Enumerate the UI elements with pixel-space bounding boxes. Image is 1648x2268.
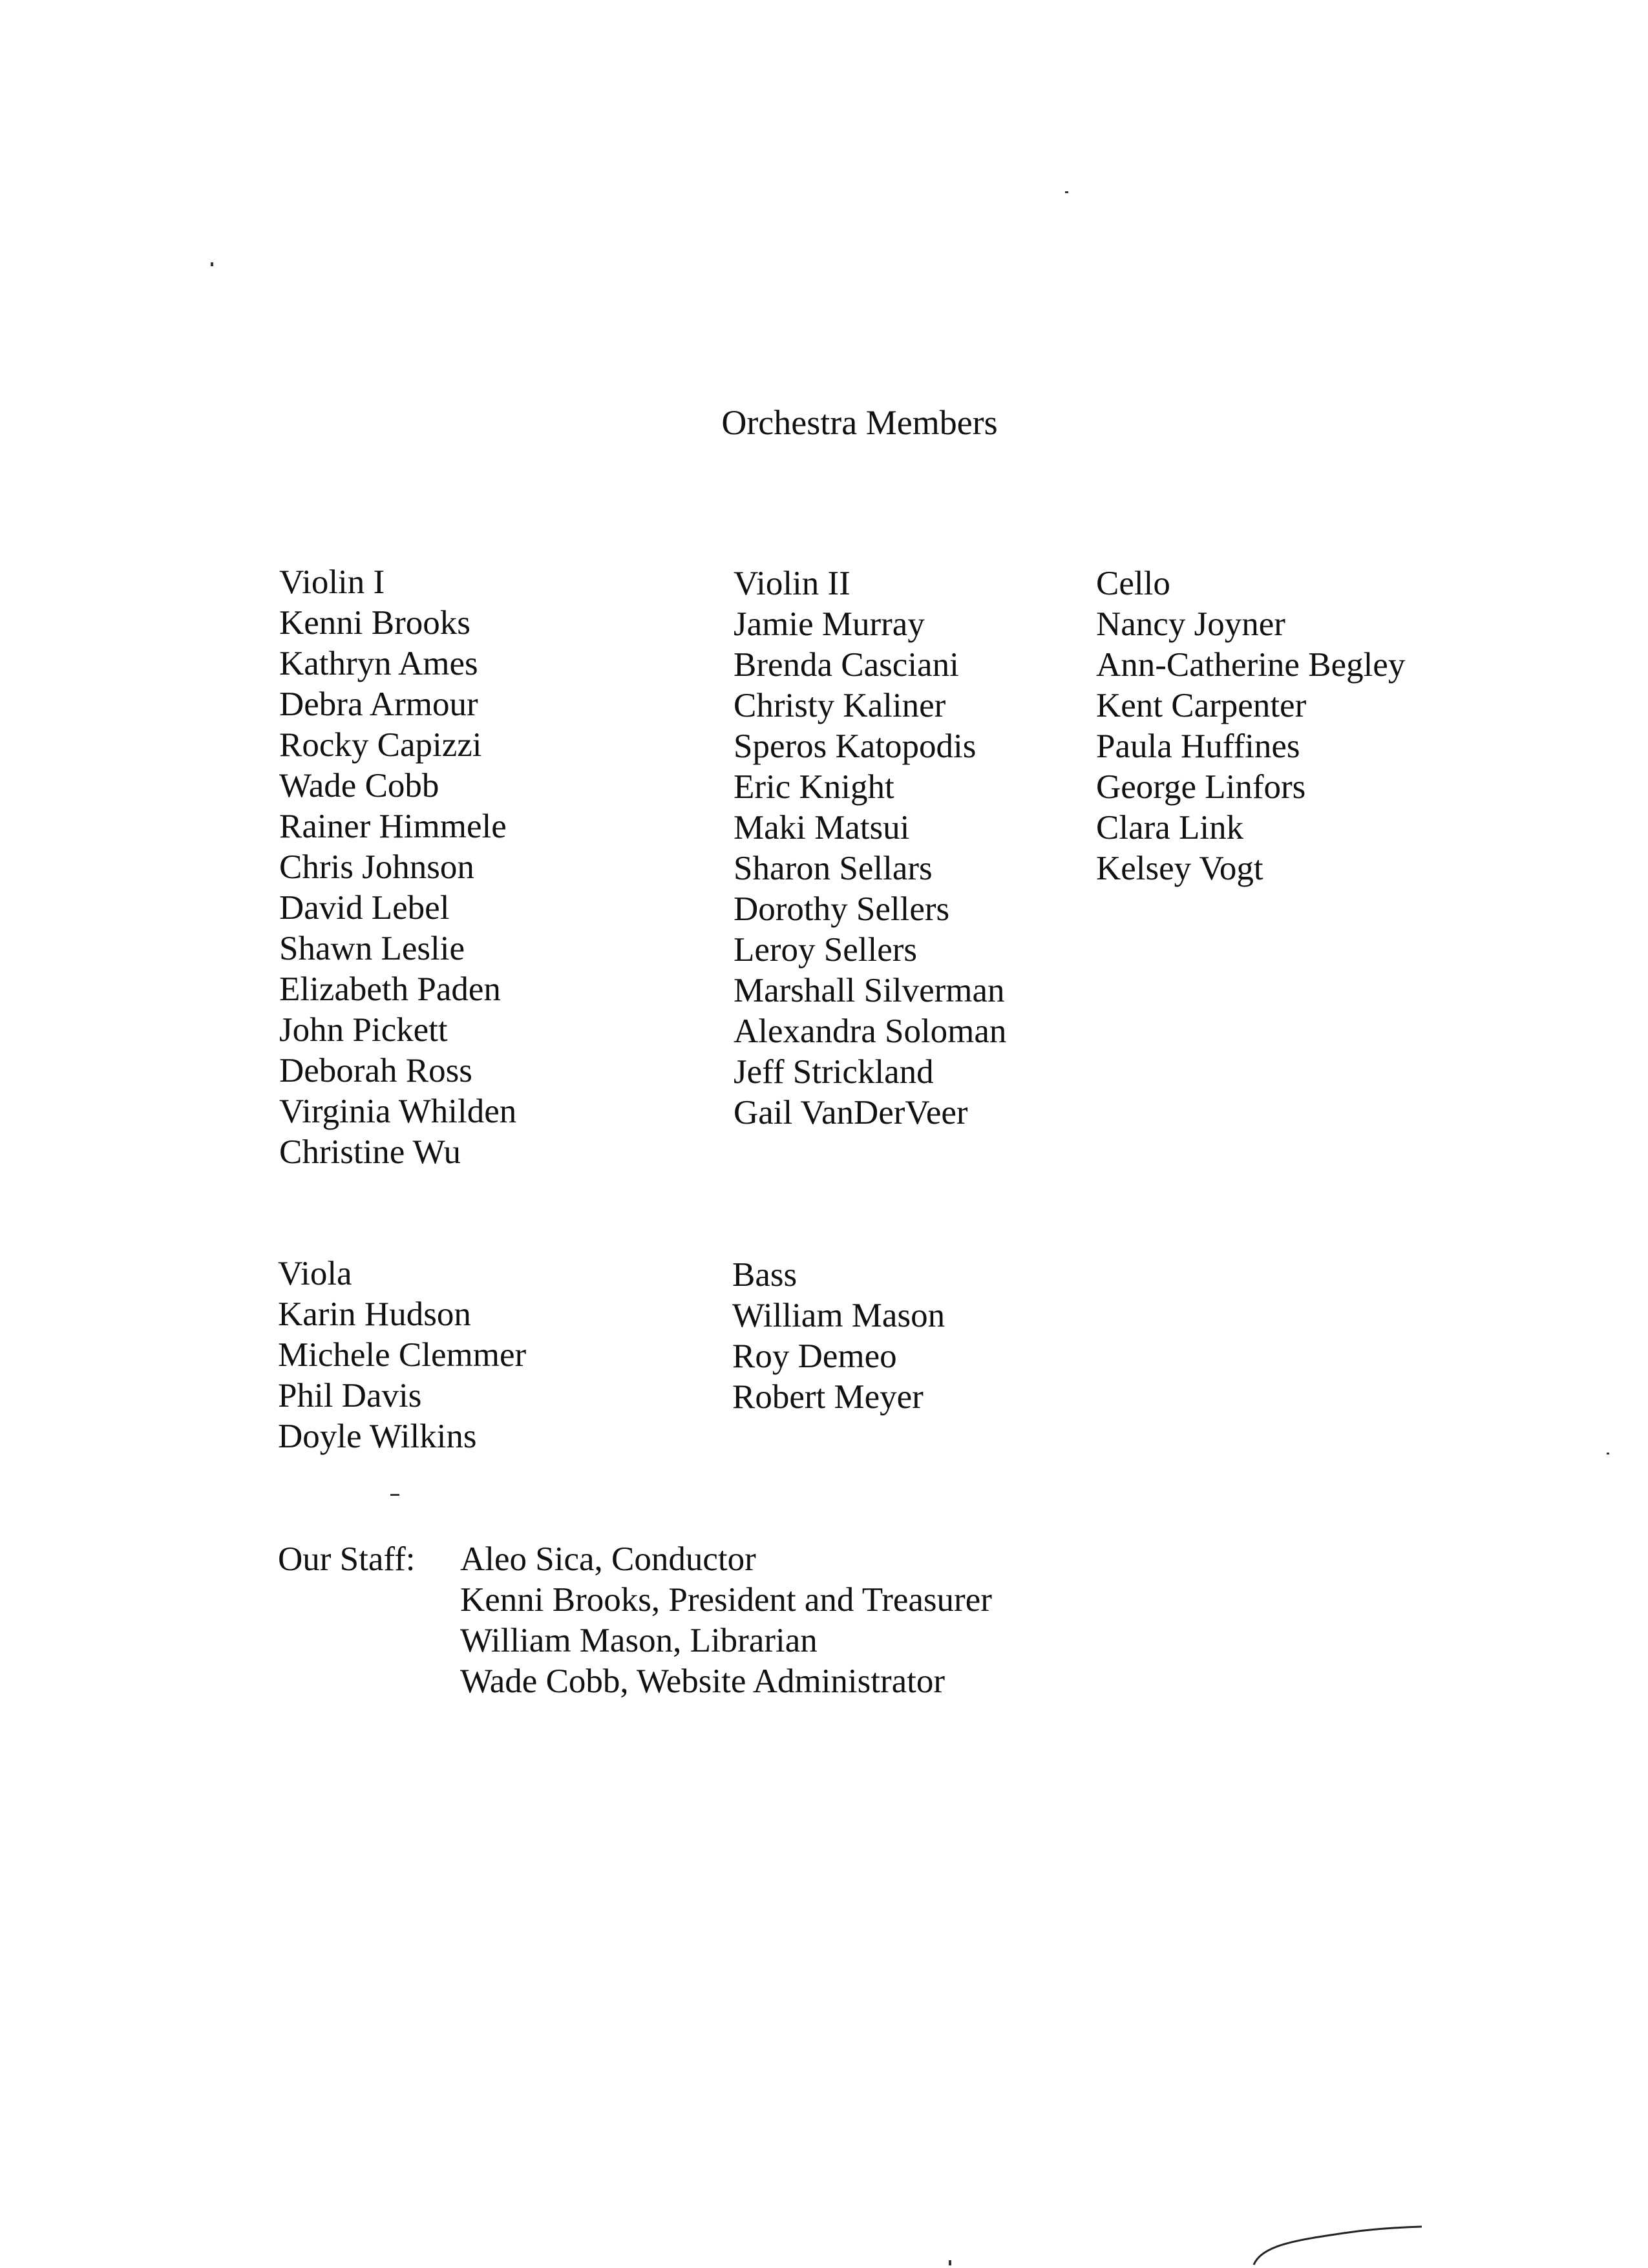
member-name: Clara Link: [1096, 809, 1244, 846]
section-viola: [278, 1254, 526, 1457]
staff-entry: William Mason, Librarian: [460, 1622, 818, 1659]
member-name: Karin Hudson: [278, 1296, 471, 1333]
section-heading: Viola: [278, 1255, 352, 1292]
member-name: Deborah Ross: [279, 1052, 472, 1089]
staff-entry: Wade Cobb, Website Administrator: [460, 1663, 945, 1700]
staff-entry: Aleo Sica, Conductor: [460, 1540, 756, 1578]
member-name: Gail VanDerVeer: [734, 1094, 968, 1131]
member-name: Brenda Casciani: [734, 646, 959, 684]
member-name: Wade Cobb: [279, 767, 439, 804]
member-name: John Pickett: [279, 1011, 448, 1049]
member-name: Jeff Strickland: [734, 1053, 934, 1091]
scan-speck: [949, 2260, 951, 2265]
scan-scribble: [1247, 2216, 1441, 2268]
section-bass: [732, 1255, 945, 1418]
member-name: Jamie Murray: [734, 605, 925, 643]
member-name: Shawn Leslie: [279, 930, 465, 967]
staff-label: Our Staff:: [278, 1540, 416, 1578]
member-name: Christine Wu: [279, 1133, 461, 1171]
member-name: Dorothy Sellers: [734, 890, 950, 928]
section-heading: Bass: [732, 1256, 798, 1294]
member-name: Debra Armour: [279, 686, 478, 723]
member-name: Kenni Brooks: [279, 604, 470, 642]
member-name: Alexandra Soloman: [734, 1013, 1007, 1050]
member-name: Christy Kaliner: [734, 687, 946, 724]
member-name: Nancy Joyner: [1096, 605, 1285, 643]
scan-speck: [1607, 1453, 1609, 1454]
member-name: Maki Matsui: [734, 809, 910, 846]
member-name: Michele Clemmer: [278, 1336, 527, 1374]
section-violin-2: [734, 563, 1006, 1133]
member-name: Marshall Silverman: [734, 972, 1005, 1009]
section-cello: [1096, 563, 1405, 889]
member-name: Rainer Himmele: [279, 808, 507, 845]
member-name: Phil Davis: [278, 1377, 422, 1414]
member-name: Ann-Catherine Begley: [1096, 646, 1406, 684]
member-name: Kelsey Vogt: [1096, 850, 1263, 887]
staff-entry: Kenni Brooks, President and Treasurer: [460, 1581, 992, 1619]
member-name: Paula Huffines: [1096, 728, 1300, 765]
member-name: William Mason: [732, 1297, 945, 1334]
member-name: Kent Carpenter: [1096, 687, 1307, 724]
member-name: Roy Demeo: [732, 1338, 897, 1375]
staff-section: [278, 1539, 992, 1702]
member-name: Kathryn Ames: [279, 645, 478, 682]
section-heading: Cello: [1096, 565, 1170, 602]
section-violin-1: [279, 562, 516, 1173]
scan-speck: [390, 1494, 399, 1496]
member-name: Eric Knight: [734, 768, 894, 806]
member-name: George Linfors: [1096, 768, 1306, 806]
member-name: Leroy Sellers: [734, 931, 918, 969]
scan-speck: [211, 262, 213, 266]
member-name: David Lebel: [279, 889, 450, 927]
section-heading: Violin I: [279, 563, 385, 601]
member-name: Doyle Wilkins: [278, 1418, 477, 1455]
member-name: Sharon Sellars: [734, 850, 933, 887]
member-name: Robert Meyer: [732, 1378, 924, 1416]
member-name: Rocky Capizzi: [279, 726, 482, 764]
member-name: Virginia Whilden: [279, 1093, 517, 1130]
scan-speck: [1065, 191, 1068, 193]
section-heading: Violin II: [734, 565, 850, 602]
page-title: Orchestra Members: [721, 403, 998, 442]
member-name: Elizabeth Paden: [279, 971, 501, 1008]
staff-list: [460, 1539, 992, 1702]
member-name: Chris Johnson: [279, 848, 474, 886]
member-name: Speros Katopodis: [734, 728, 977, 765]
